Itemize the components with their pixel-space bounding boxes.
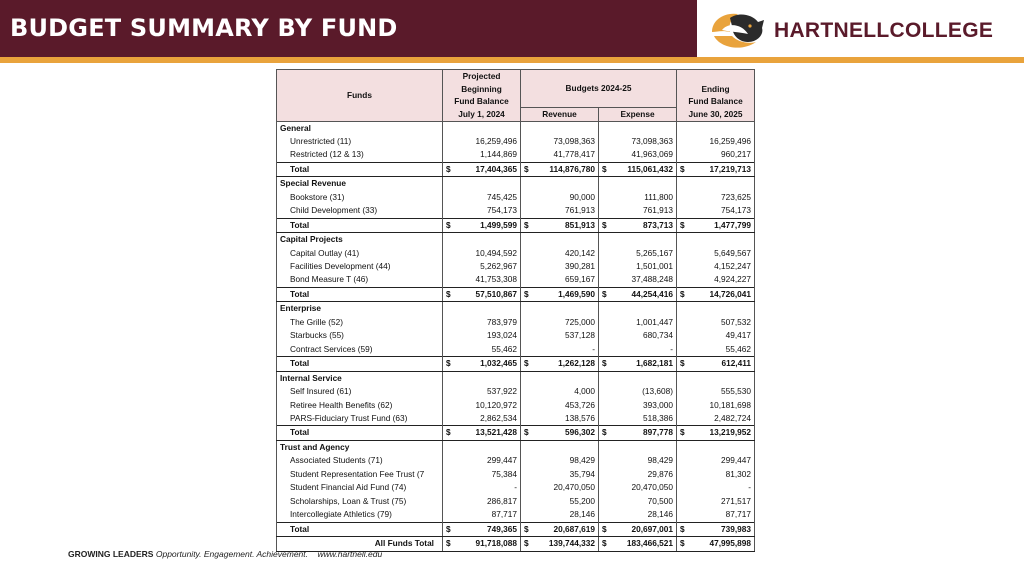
revenue-value: 659,167 bbox=[527, 273, 599, 287]
revenue-value: - bbox=[527, 343, 599, 357]
fund-label: Student Representation Fee Trust (7 bbox=[277, 468, 443, 481]
begin-value: 16,259,496 bbox=[449, 135, 521, 148]
revenue-value: 139,744,332 bbox=[527, 537, 599, 551]
end-value: 507,532 bbox=[683, 316, 755, 329]
fund-label: Total bbox=[277, 426, 443, 440]
end-value: 17,219,713 bbox=[683, 162, 755, 176]
fund-label: Contract Services (59) bbox=[277, 343, 443, 357]
section-name: Capital Projects bbox=[277, 233, 443, 247]
end-value: 2,482,724 bbox=[683, 412, 755, 426]
footer-tagline: Opportunity. Engagement. Achievement. bbox=[155, 549, 309, 559]
fund-label: Total bbox=[277, 162, 443, 176]
dollar-sign: $ bbox=[443, 537, 449, 551]
revenue-value: 596,302 bbox=[527, 426, 599, 440]
begin-value: 299,447 bbox=[449, 454, 521, 467]
header-begin-4: July 1, 2024 bbox=[443, 108, 521, 122]
dollar-sign: $ bbox=[443, 357, 449, 371]
fund-label: Scholarships, Loan & Trust (75) bbox=[277, 495, 443, 508]
expense-value: 1,001,447 bbox=[605, 316, 677, 329]
begin-value: 91,718,088 bbox=[449, 537, 521, 551]
begin-value: 2,862,534 bbox=[449, 412, 521, 426]
dollar-sign: $ bbox=[521, 162, 527, 176]
header-end-1 bbox=[677, 70, 755, 83]
table-row bbox=[277, 329, 755, 342]
title-band bbox=[0, 0, 697, 57]
end-value: 13,219,952 bbox=[683, 426, 755, 440]
begin-value: 193,024 bbox=[449, 329, 521, 342]
fund-label: Student Financial Aid Fund (74) bbox=[277, 481, 443, 494]
total-row bbox=[277, 162, 755, 176]
begin-value: 41,753,308 bbox=[449, 273, 521, 287]
table-row bbox=[277, 481, 755, 494]
revenue-value: 725,000 bbox=[527, 316, 599, 329]
expense-value: 20,697,001 bbox=[605, 522, 677, 536]
header-funds: Funds bbox=[277, 70, 443, 122]
expense-value: 5,265,167 bbox=[605, 247, 677, 260]
fund-label: Bond Measure T (46) bbox=[277, 273, 443, 287]
expense-value: 873,713 bbox=[605, 218, 677, 232]
blank-cell bbox=[449, 233, 521, 247]
blank-cell bbox=[605, 121, 677, 135]
table-row bbox=[277, 412, 755, 426]
dollar-sign: $ bbox=[443, 426, 449, 440]
budget-table bbox=[276, 69, 755, 552]
begin-value: 1,032,465 bbox=[449, 357, 521, 371]
fund-label: All Funds Total bbox=[277, 537, 443, 551]
section-name: Internal Service bbox=[277, 371, 443, 385]
dollar-sign: $ bbox=[677, 522, 683, 536]
section-header-row bbox=[277, 177, 755, 191]
dollar-sign: $ bbox=[599, 287, 605, 301]
dollar-sign: $ bbox=[599, 162, 605, 176]
table-row bbox=[277, 148, 755, 162]
header-end-2: Ending bbox=[677, 83, 755, 96]
begin-value: 10,494,592 bbox=[449, 247, 521, 260]
end-value: 16,259,496 bbox=[683, 135, 755, 148]
footer bbox=[68, 549, 382, 559]
section-header-row bbox=[277, 121, 755, 135]
footer-slogan: GROWING LEADERS bbox=[68, 549, 154, 559]
table-row bbox=[277, 495, 755, 508]
end-value: 5,649,567 bbox=[683, 247, 755, 260]
begin-value: 783,979 bbox=[449, 316, 521, 329]
revenue-value: 35,794 bbox=[527, 468, 599, 481]
begin-value: 10,120,972 bbox=[449, 399, 521, 412]
dollar-sign: $ bbox=[677, 162, 683, 176]
blank-cell bbox=[683, 440, 755, 454]
fund-label: Restricted (12 & 13) bbox=[277, 148, 443, 162]
expense-value: 518,386 bbox=[605, 412, 677, 426]
fund-label: Total bbox=[277, 218, 443, 232]
end-value: 1,477,799 bbox=[683, 218, 755, 232]
revenue-value: 420,142 bbox=[527, 247, 599, 260]
table-row bbox=[277, 454, 755, 467]
table-row bbox=[277, 385, 755, 398]
begin-value: 55,462 bbox=[449, 343, 521, 357]
revenue-value: 20,470,050 bbox=[527, 481, 599, 494]
revenue-value: 1,262,128 bbox=[527, 357, 599, 371]
begin-value: 745,425 bbox=[449, 191, 521, 204]
begin-value: 286,817 bbox=[449, 495, 521, 508]
dollar-sign: $ bbox=[443, 218, 449, 232]
blank-cell bbox=[527, 302, 599, 316]
header-begin-3: Fund Balance bbox=[443, 95, 521, 108]
revenue-value: 1,469,590 bbox=[527, 287, 599, 301]
expense-value: 28,146 bbox=[605, 508, 677, 522]
panther-icon bbox=[708, 8, 770, 52]
expense-value: 70,500 bbox=[605, 495, 677, 508]
hartnell-logo bbox=[708, 8, 1008, 52]
section-header-row bbox=[277, 371, 755, 385]
begin-value: 75,384 bbox=[449, 468, 521, 481]
expense-value: 761,913 bbox=[605, 204, 677, 218]
dollar-sign: $ bbox=[677, 357, 683, 371]
table-row bbox=[277, 273, 755, 287]
table-row bbox=[277, 343, 755, 357]
revenue-value: 390,281 bbox=[527, 260, 599, 273]
table-row bbox=[277, 260, 755, 273]
end-value: 723,625 bbox=[683, 191, 755, 204]
blank-cell bbox=[683, 121, 755, 135]
blank-cell bbox=[527, 371, 599, 385]
dollar-sign: $ bbox=[521, 522, 527, 536]
blank-cell bbox=[683, 233, 755, 247]
end-value: 81,302 bbox=[683, 468, 755, 481]
fund-label: Total bbox=[277, 522, 443, 536]
dollar-sign: $ bbox=[599, 522, 605, 536]
end-value: 299,447 bbox=[683, 454, 755, 467]
revenue-value: 55,200 bbox=[527, 495, 599, 508]
end-value: 960,217 bbox=[683, 148, 755, 162]
section-header-row bbox=[277, 233, 755, 247]
begin-value: 1,144,869 bbox=[449, 148, 521, 162]
dollar-sign: $ bbox=[443, 162, 449, 176]
fund-label: Starbucks (55) bbox=[277, 329, 443, 342]
revenue-value: 28,146 bbox=[527, 508, 599, 522]
gold-stripe bbox=[0, 57, 1024, 63]
revenue-value: 761,913 bbox=[527, 204, 599, 218]
dollar-sign: $ bbox=[521, 218, 527, 232]
expense-value: 29,876 bbox=[605, 468, 677, 481]
expense-value: 111,800 bbox=[605, 191, 677, 204]
dollar-sign: $ bbox=[521, 287, 527, 301]
fund-label: Child Development (33) bbox=[277, 204, 443, 218]
revenue-value: 90,000 bbox=[527, 191, 599, 204]
table-row bbox=[277, 191, 755, 204]
blank-cell bbox=[449, 177, 521, 191]
dollar-sign: $ bbox=[677, 218, 683, 232]
dollar-sign: $ bbox=[677, 287, 683, 301]
total-row bbox=[277, 287, 755, 301]
fund-label: Total bbox=[277, 357, 443, 371]
end-value: 10,181,698 bbox=[683, 399, 755, 412]
end-value: 754,173 bbox=[683, 204, 755, 218]
blank-cell bbox=[683, 371, 755, 385]
revenue-value: 537,128 bbox=[527, 329, 599, 342]
footer-url: www.hartnell.edu bbox=[317, 549, 383, 559]
revenue-value: 98,429 bbox=[527, 454, 599, 467]
dollar-sign: $ bbox=[677, 426, 683, 440]
expense-value: 680,734 bbox=[605, 329, 677, 342]
expense-value: 73,098,363 bbox=[605, 135, 677, 148]
section-name: Special Revenue bbox=[277, 177, 443, 191]
end-value: 612,411 bbox=[683, 357, 755, 371]
fund-label: Retiree Health Benefits (62) bbox=[277, 399, 443, 412]
revenue-value: 453,726 bbox=[527, 399, 599, 412]
dollar-sign: $ bbox=[443, 522, 449, 536]
end-value: - bbox=[683, 481, 755, 494]
fund-label: Facilities Development (44) bbox=[277, 260, 443, 273]
blank-cell bbox=[527, 121, 599, 135]
end-value: 55,462 bbox=[683, 343, 755, 357]
dollar-sign: $ bbox=[599, 357, 605, 371]
begin-value: 13,521,428 bbox=[449, 426, 521, 440]
total-row bbox=[277, 522, 755, 536]
begin-value: 749,365 bbox=[449, 522, 521, 536]
begin-value: - bbox=[449, 481, 521, 494]
begin-value: 57,510,867 bbox=[449, 287, 521, 301]
end-value: 555,530 bbox=[683, 385, 755, 398]
end-value: 271,517 bbox=[683, 495, 755, 508]
table-row bbox=[277, 247, 755, 260]
expense-value: 393,000 bbox=[605, 399, 677, 412]
header-begin-2: Beginning bbox=[443, 83, 521, 96]
revenue-value: 4,000 bbox=[527, 385, 599, 398]
blank-cell bbox=[605, 371, 677, 385]
dollar-sign: $ bbox=[677, 537, 683, 551]
blank-cell bbox=[605, 177, 677, 191]
table-row bbox=[277, 399, 755, 412]
blank-cell bbox=[527, 177, 599, 191]
blank-cell bbox=[449, 440, 521, 454]
blank-cell bbox=[449, 371, 521, 385]
begin-value: 87,717 bbox=[449, 508, 521, 522]
table-row bbox=[277, 468, 755, 481]
total-row bbox=[277, 357, 755, 371]
total-row bbox=[277, 426, 755, 440]
fund-label: PARS-Fiduciary Trust Fund (63) bbox=[277, 412, 443, 426]
expense-value: (13,608) bbox=[605, 385, 677, 398]
header-budgets: Budgets 2024-25 bbox=[521, 70, 677, 108]
header-expense: Expense bbox=[599, 108, 677, 122]
blank-cell bbox=[449, 121, 521, 135]
section-name: General bbox=[277, 121, 443, 135]
table-row bbox=[277, 508, 755, 522]
blank-cell bbox=[683, 177, 755, 191]
end-value: 4,924,227 bbox=[683, 273, 755, 287]
logo-text: HARTNELLCOLLEGE bbox=[774, 19, 994, 42]
table-row bbox=[277, 316, 755, 329]
fund-label: Total bbox=[277, 287, 443, 301]
fund-label: Unrestricted (11) bbox=[277, 135, 443, 148]
blank-cell bbox=[449, 302, 521, 316]
blank-cell bbox=[527, 440, 599, 454]
end-value: 47,995,898 bbox=[683, 537, 755, 551]
blank-cell bbox=[527, 233, 599, 247]
expense-value: 98,429 bbox=[605, 454, 677, 467]
fund-label: Self Insured (61) bbox=[277, 385, 443, 398]
page-title: BUDGET SUMMARY BY FUND bbox=[10, 14, 398, 42]
begin-value: 17,404,365 bbox=[449, 162, 521, 176]
fund-label: Capital Outlay (41) bbox=[277, 247, 443, 260]
expense-value: 1,682,181 bbox=[605, 357, 677, 371]
dollar-sign: $ bbox=[599, 426, 605, 440]
header-begin-1: Projected bbox=[443, 70, 521, 83]
header-end-3: Fund Balance bbox=[677, 95, 755, 108]
dollar-sign: $ bbox=[521, 357, 527, 371]
fund-label: Intercollegiate Athletics (79) bbox=[277, 508, 443, 522]
begin-value: 1,499,599 bbox=[449, 218, 521, 232]
table-row bbox=[277, 135, 755, 148]
header-bar bbox=[0, 0, 1024, 57]
begin-value: 754,173 bbox=[449, 204, 521, 218]
budget-body bbox=[277, 121, 755, 551]
dollar-sign: $ bbox=[521, 537, 527, 551]
revenue-value: 114,876,780 bbox=[527, 162, 599, 176]
expense-value: 44,254,416 bbox=[605, 287, 677, 301]
section-header-row bbox=[277, 440, 755, 454]
header-end-4: June 30, 2025 bbox=[677, 108, 755, 122]
end-value: 14,726,041 bbox=[683, 287, 755, 301]
blank-cell bbox=[605, 233, 677, 247]
end-value: 4,152,247 bbox=[683, 260, 755, 273]
dollar-sign: $ bbox=[599, 218, 605, 232]
revenue-value: 138,576 bbox=[527, 412, 599, 426]
fund-label: Bookstore (31) bbox=[277, 191, 443, 204]
section-name: Enterprise bbox=[277, 302, 443, 316]
expense-value: 183,466,521 bbox=[605, 537, 677, 551]
begin-value: 537,922 bbox=[449, 385, 521, 398]
blank-cell bbox=[605, 440, 677, 454]
end-value: 739,983 bbox=[683, 522, 755, 536]
expense-value: 37,488,248 bbox=[605, 273, 677, 287]
fund-label: The Grille (52) bbox=[277, 316, 443, 329]
table-row bbox=[277, 204, 755, 218]
total-row bbox=[277, 218, 755, 232]
expense-value: 1,501,001 bbox=[605, 260, 677, 273]
revenue-value: 851,913 bbox=[527, 218, 599, 232]
blank-cell bbox=[605, 302, 677, 316]
expense-value: 897,778 bbox=[605, 426, 677, 440]
expense-value: 20,470,050 bbox=[605, 481, 677, 494]
dollar-sign: $ bbox=[521, 426, 527, 440]
expense-value: 115,061,432 bbox=[605, 162, 677, 176]
dollar-sign: $ bbox=[599, 537, 605, 551]
begin-value: 5,262,967 bbox=[449, 260, 521, 273]
header-revenue: Revenue bbox=[521, 108, 599, 122]
expense-value: - bbox=[605, 343, 677, 357]
revenue-value: 41,778,417 bbox=[527, 148, 599, 162]
end-value: 49,417 bbox=[683, 329, 755, 342]
section-name: Trust and Agency bbox=[277, 440, 443, 454]
fund-label: Associated Students (71) bbox=[277, 454, 443, 467]
end-value: 87,717 bbox=[683, 508, 755, 522]
revenue-value: 20,687,619 bbox=[527, 522, 599, 536]
dollar-sign: $ bbox=[443, 287, 449, 301]
section-header-row bbox=[277, 302, 755, 316]
blank-cell bbox=[683, 302, 755, 316]
expense-value: 41,963,069 bbox=[605, 148, 677, 162]
revenue-value: 73,098,363 bbox=[527, 135, 599, 148]
